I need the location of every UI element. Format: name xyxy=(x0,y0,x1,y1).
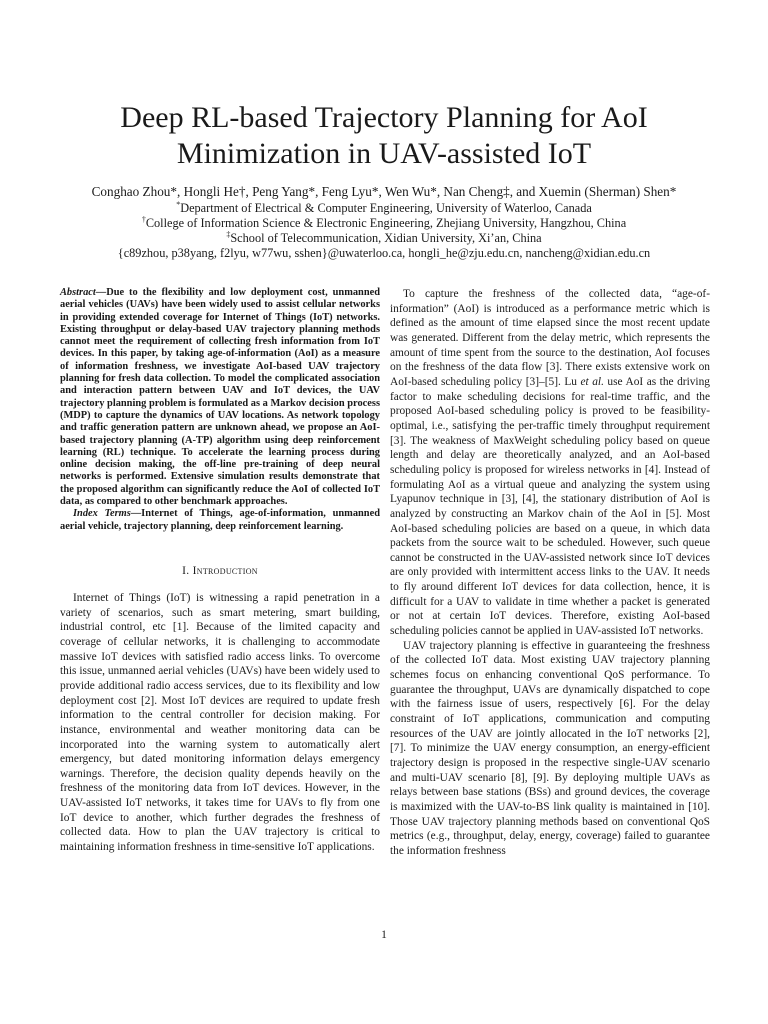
right-column xyxy=(390,287,710,859)
abstract-text: —Due to the flexibility and low deployment cost, unmanned aerial vehicles (UAVs) have been widely used to assist cellular networks in providing extended coverage for Internet of Things (IoT) networks. Existing throughput or delay-based UAV trajectory planning methods cannot meet the requirement of collecting fresh information from IoT devices. In this paper, by taking age-of-information (AoI) as a measure of information freshness, we investigate AoI-based UAV trajectory planning for fresh data collection. To model the complicated association and interaction pattern between UAV and IoT devices, the UAV trajectory planning problem is formulated as a Markov decision process (MDP) to capture the dynamics of UAV locations. As network topology and traffic generation pattern are unknown ahead, we propose an AoI-based trajectory planning (A-TP) algorithm using deep reinforcement learning (RL) technique. To accelerate the learning process during online decision making, the off-line pre-training of deep neural networks is performed. Extensive simulation results demonstrate that the proposed algorithm can significantly reduce the AoI of collected IoT data, as compared to other benchmark approaches. xyxy=(60,287,380,508)
affiliation-3 xyxy=(40,231,728,246)
affiliation-1 xyxy=(40,201,728,216)
section-heading-introduction xyxy=(60,565,380,577)
intro-paragraph-3: UAV trajectory planning is effective in guaranteeing the freshness of the collected IoT data. Most existing UAV trajectory planning schemes focus on enhancing conventional QoS performance. To guarantee the throughput, UAVs are dynamically dispatched to cope with the fairness issue of users, respectively [6]. For the delay constraint of IoT applications, communication and computing resources of the UAV are jointly allocated in the IoT networks [2], [7]. To minimize the UAV energy consumption, an energy-efficient trajectory design is proposed in the respective single-UAV scenario and multi-UAV scenario [8], [9]. By deploying multiple UAVs as relays between base stations (BSs) and ground devices, the coverage is maximized with the UAV-to-BS link quality is maintained in [10]. Those UAV trajectory planning methods based on conventional QoS metrics (e.g., throughput, delay, energy, coverage) failed to guarantee the information freshness xyxy=(390,639,710,857)
affiliation-text: Department of Electrical & Computer Engineering, University of Waterloo, Canada xyxy=(180,201,592,215)
affiliation-mark: † xyxy=(141,214,146,224)
section-number: I. xyxy=(182,564,190,577)
intro-paragraph-1: Internet of Things (IoT) is witnessing a rapid penetration in a variety of scenarios, such as smart metering, smart building, industrial control, etc [1]. Because of the limited capacity and coverage of cellular networks, it is challenging to accommodate massive IoT devices with satisfied radio access links. To overcome this issue, unmanned aerial vehicles (UAVs) have been widely used to provide additional radio access services, due to its flexibility and low deployment cost [2]. Most IoT devices are required to update fresh information to the central controller for decision making. For instance, environmental and weather monitoring data can be incorporated into the warning system to automatically alert emergency, but dated monitoring information delays emergency warnings. Therefore, the decision quality depends heavily on the freshness of the monitoring data from IoT devices. However, in the UAV-assisted IoT networks, it takes time for UAVs to fly from one IoT device to another, which further degrades the freshness of collected data. How to plan the UAV trajectory is critical to maintaining information freshness in time-sensitive IoT applications. xyxy=(60,591,380,854)
author-emails: {c89zhou, p38yang, f2lyu, w77wu, sshen}@uwaterloo.ca, hongli_he@zju.edu.cn, nancheng@xidian.edu.cn xyxy=(117,246,651,260)
intro-paragraph-2 xyxy=(390,287,710,639)
paragraph-text: use AoI as the driving factor to make scheduling decisions for real-time traffic, and the proposed AoI-based scheduling policy is proved to be feasibility-optimal, i.e., satisfying the per-traffic timely throughput requirement [3]. The weakness of MaxWeight scheduling policy based on queue length and delay are theoretically analyzed, and an AoI-based scheduling policy is proposed for wireless networks in [4]. Instead of formulating AoI as a virtual queue and analyzing the system using Lyapunov technique in [3], [4], the stationary distribution of AoI is analyzed by constructing an Markov chain of the AoI in [5]. Most AoI-based scheduling policies are based on a queue, in which data packets from the source wait to be scheduled. However, such queue cannot be constructed in the UAV-assisted network since IoT devices are only provided with intermittent access links to the UAV. It needs to fly around different IoT devices for data collection, hence, it is difficult for a UAV to validate in time whether a packet is generated or not at certain IoT devices. Therefore, existing AoI-based scheduling policies cannot be applied in UAV-assisted IoT networks. xyxy=(390,375,710,638)
section-title: Introduction xyxy=(192,564,258,577)
title-line-2: Minimization in UAV-assisted IoT xyxy=(176,137,592,170)
index-terms-text: —Internet of Things, age-of-information, unmanned aerial vehicle, trajectory planning, deep reinforcement learning. xyxy=(60,508,380,532)
abstract xyxy=(60,287,380,508)
page-number: 1 xyxy=(381,929,387,941)
affiliation-mark: ‡ xyxy=(226,229,231,239)
index-terms xyxy=(60,508,380,533)
author-list: Conghao Zhou*, Hongli He†, Peng Yang*, Feng Lyu*, Wen Wu*, Nan Cheng‡, and Xuemin (Sherman) Shen* xyxy=(91,184,677,199)
index-terms-label: Index Terms xyxy=(73,508,131,520)
affiliation-text: College of Information Science & Electronic Engineering, Zhejiang University, Hangzhou, China xyxy=(145,216,627,230)
affiliation-text: School of Telecommunication, Xidian University, Xi’an, China xyxy=(230,231,542,245)
left-column xyxy=(60,287,380,855)
affiliation-2 xyxy=(40,216,728,231)
affiliation-mark: * xyxy=(176,199,181,209)
paragraph-text: To capture the freshness of the collected data, “age-of-information” (AoI) is introduced as a performance metric which is defined as the amount of time elapsed since the most recent update was generated. Different from the delay metric, which represents the amount of time spent from the source to the destination, AoI focuses on the freshness of the data flow [3]. There exists extensive work on AoI-based scheduling policy [3]–[5]. Lu xyxy=(390,288,710,388)
paper-title xyxy=(60,100,708,172)
abstract-label: Abstract xyxy=(60,287,96,298)
title-line-1: Deep RL-based Trajectory Planning for AoI xyxy=(120,101,648,134)
et-al: et al. xyxy=(580,375,604,388)
